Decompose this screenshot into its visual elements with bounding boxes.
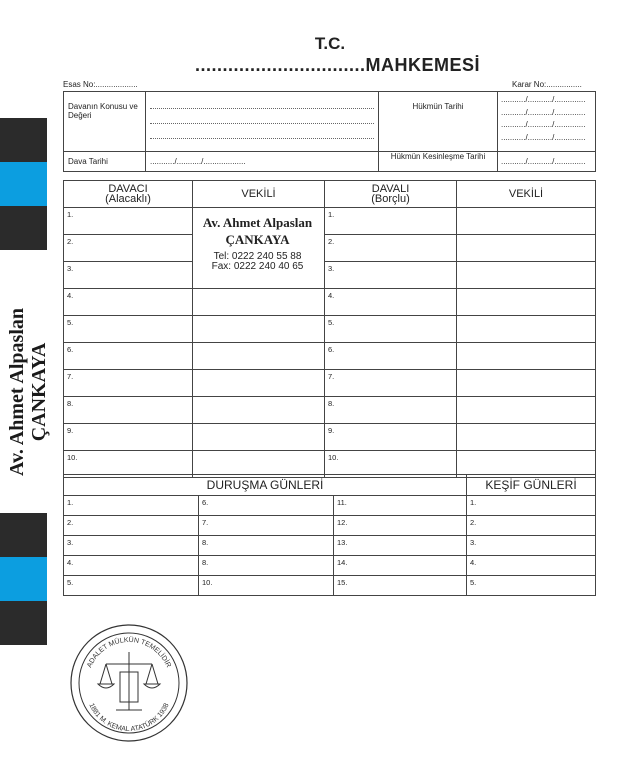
stamp-fax: Fax: 0222 240 40 65 <box>211 261 304 272</box>
durusma-row <box>64 576 596 596</box>
date-line-1: .........../.........../.............. <box>501 95 586 104</box>
hukum-tarihi-label: Hükmün Tarihi <box>379 92 498 152</box>
info-table <box>63 91 596 172</box>
durusma-cell[interactable]: 8. <box>199 556 334 576</box>
party-row <box>64 397 596 424</box>
karar-no: Karar No:................ <box>512 80 582 89</box>
party-row <box>64 316 596 343</box>
konu-value[interactable] <box>146 92 379 152</box>
durusma-cell[interactable]: 15. <box>334 576 467 596</box>
davaci-cell[interactable]: 6. <box>64 343 193 370</box>
davali-cell[interactable]: 3. <box>325 262 457 289</box>
title-tc: T.C. <box>314 34 346 53</box>
davaci-cell[interactable]: 1. <box>64 208 193 235</box>
davaci-cell[interactable]: 5. <box>64 316 193 343</box>
durusma-cell[interactable]: 3. <box>467 536 596 556</box>
davaci-cell[interactable]: 9. <box>64 424 193 451</box>
dava-tarihi-label: Dava Tarihi <box>64 152 146 172</box>
header-davali <box>325 181 457 208</box>
davaci-title: DAVACI <box>108 183 148 195</box>
scales-icon <box>98 652 160 710</box>
vekili-cell[interactable] <box>193 370 325 397</box>
durusma-title: DURUŞMA GÜNLERİ <box>64 475 467 496</box>
header-davaci <box>64 181 193 208</box>
davaci-cell[interactable]: 2. <box>64 235 193 262</box>
party-row <box>64 235 596 262</box>
durusma-cell[interactable]: 5. <box>64 576 199 596</box>
davaci-cell[interactable]: 4. <box>64 289 193 316</box>
parties-table <box>63 180 596 478</box>
kesinlesme-value[interactable]: .........../.........../.............. <box>498 152 596 172</box>
davaci-cell[interactable]: 8. <box>64 397 193 424</box>
durusma-cell[interactable]: 10. <box>199 576 334 596</box>
davali-cell[interactable]: 5. <box>325 316 457 343</box>
stamp-name-1: Av. Ahmet Alpaslan <box>202 215 313 230</box>
party-row <box>64 370 596 397</box>
party-row <box>64 343 596 370</box>
side-tab-dark-4 <box>0 601 47 645</box>
vekili-cell[interactable] <box>193 343 325 370</box>
davali-sub: (Borçlu) <box>371 193 410 205</box>
vekili-cell[interactable] <box>193 316 325 343</box>
durusma-cell[interactable]: 7. <box>199 516 334 536</box>
vekili2-cell[interactable] <box>457 397 596 424</box>
durusma-cell[interactable]: 5. <box>467 576 596 596</box>
durusma-cell[interactable]: 6. <box>199 496 334 516</box>
side-tab-blue-1 <box>0 162 47 206</box>
davali-cell[interactable]: 9. <box>325 424 457 451</box>
vekili2-cell[interactable] <box>457 343 596 370</box>
durusma-cell[interactable]: 1. <box>467 496 596 516</box>
seal-bottom-text: 1881 M. KEMAL ATATÜRK 1938 <box>87 702 171 734</box>
party-row <box>64 208 596 235</box>
davaci-cell[interactable]: 10. <box>64 451 193 478</box>
davaci-cell[interactable]: 3. <box>64 262 193 289</box>
vekili2-cell[interactable] <box>457 316 596 343</box>
date-line-2: .........../.........../.............. <box>501 107 586 117</box>
durusma-cell[interactable]: 3. <box>64 536 199 556</box>
party-row <box>64 289 596 316</box>
durusma-cell[interactable]: 1. <box>64 496 199 516</box>
kesif-title: KEŞİF GÜNLERİ <box>467 475 596 496</box>
party-row <box>64 262 596 289</box>
konu-label: Davanın Konusu ve Değeri <box>64 92 146 152</box>
side-name-line2: ÇANKAYA <box>28 342 50 442</box>
durusma-cell[interactable]: 11. <box>334 496 467 516</box>
vekili2-cell[interactable] <box>457 262 596 289</box>
davaci-cell[interactable]: 7. <box>64 370 193 397</box>
davali-cell[interactable]: 2. <box>325 235 457 262</box>
side-name-line1: Av. Ahmet Alpaslan <box>6 308 28 476</box>
durusma-row <box>64 496 596 516</box>
davali-cell[interactable]: 8. <box>325 397 457 424</box>
vekili2-cell[interactable] <box>457 370 596 397</box>
esas-no: Esas No:................... <box>63 80 138 89</box>
durusma-cell[interactable]: 2. <box>64 516 199 536</box>
vekili2-cell[interactable] <box>457 235 596 262</box>
davali-cell[interactable]: 1. <box>325 208 457 235</box>
dava-tarihi-value[interactable]: .........../.........../................... <box>146 152 379 172</box>
stamp-tel: Tel: 0222 240 55 88 <box>213 251 302 262</box>
durusma-table <box>63 474 596 596</box>
adalet-seal <box>68 622 190 744</box>
header-vekili-2: VEKİLİ <box>457 181 596 208</box>
durusma-cell[interactable]: 4. <box>467 556 596 576</box>
davaci-sub: (Alacaklı) <box>105 193 151 205</box>
durusma-cell[interactable]: 2. <box>467 516 596 536</box>
durusma-row <box>64 516 596 536</box>
davali-cell[interactable]: 4. <box>325 289 457 316</box>
lawyer-stamp <box>192 214 323 272</box>
party-row <box>64 424 596 451</box>
davali-cell[interactable]: 10. <box>325 451 457 478</box>
davali-title: DAVALI <box>371 183 410 195</box>
side-tab-blue-2 <box>0 557 47 601</box>
vekili2-cell[interactable] <box>457 208 596 235</box>
stamp-name-2: ÇANKAYA <box>225 232 290 247</box>
durusma-cell[interactable]: 14. <box>334 556 467 576</box>
vekili-cell[interactable] <box>193 397 325 424</box>
durusma-cell[interactable]: 13. <box>334 536 467 556</box>
durusma-row <box>64 536 596 556</box>
title-mahkemesi: ...............................MAHKEMESİ <box>195 55 481 75</box>
durusma-row <box>64 556 596 576</box>
side-tab-dark-1 <box>0 118 47 162</box>
vekili-cell[interactable] <box>193 424 325 451</box>
hukum-tarihi-values[interactable] <box>498 92 596 152</box>
davali-cell[interactable]: 7. <box>325 370 457 397</box>
header-vekili: VEKİLİ <box>193 181 325 208</box>
davali-cell[interactable]: 6. <box>325 343 457 370</box>
vekili-cell[interactable] <box>193 289 325 316</box>
durusma-cell[interactable]: 8. <box>199 536 334 556</box>
durusma-cell[interactable]: 12. <box>334 516 467 536</box>
vekili2-cell[interactable] <box>457 424 596 451</box>
date-line-3: .........../.........../.............. <box>501 120 586 129</box>
vekili2-cell[interactable] <box>457 289 596 316</box>
date-line-4: .........../.........../.............. <box>501 132 586 142</box>
side-tab-dark-3 <box>0 513 47 557</box>
durusma-cell[interactable]: 4. <box>64 556 199 576</box>
seal-top-text: ADALET MÜLKÜN TEMELİDİR <box>86 636 172 669</box>
kesinlesme-label: Hükmün Kesinleşme Tarihi <box>379 152 498 172</box>
